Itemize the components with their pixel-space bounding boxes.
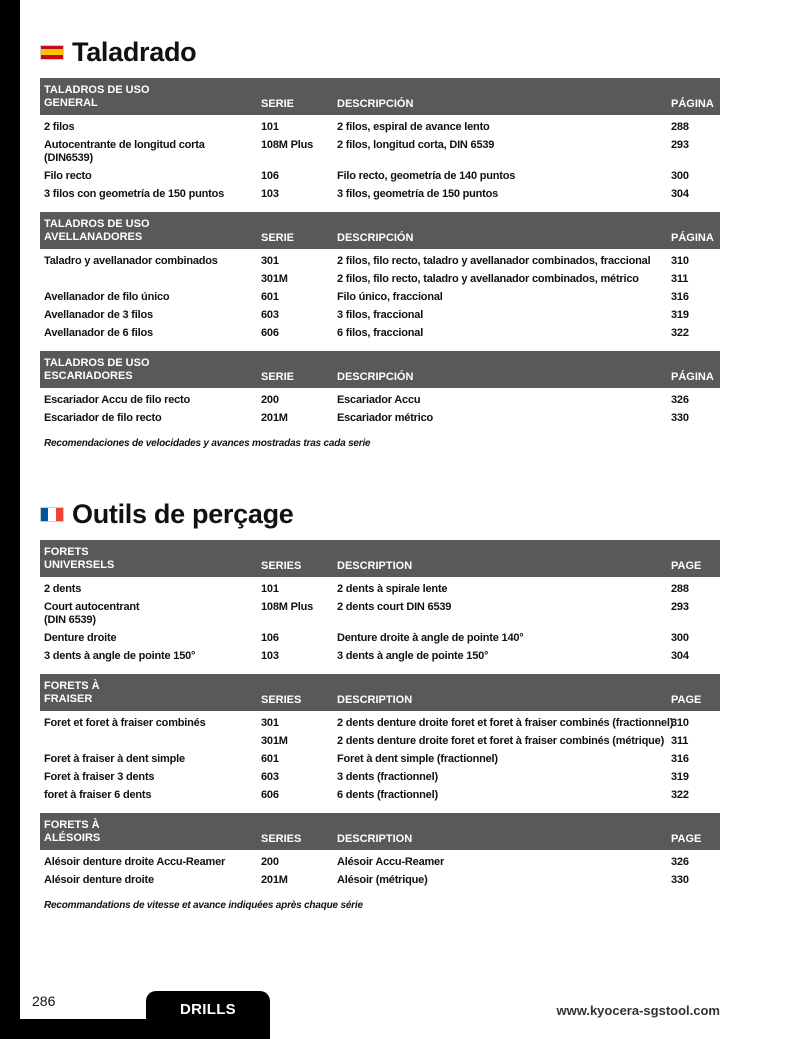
table-cell: 606 (261, 327, 279, 339)
table-cell: Escariador de filo recto (44, 412, 162, 424)
table (40, 674, 720, 811)
section-spanish (40, 36, 720, 449)
table-cell: 319 (671, 771, 689, 783)
column-header: FORETS UNIVERSELS (44, 546, 115, 571)
column-header: TALADROS DE USO AVELLANADORES (44, 218, 150, 243)
table-cell: 300 (671, 632, 689, 644)
table-cell: 310 (671, 717, 689, 729)
tables-container (40, 540, 720, 896)
table-cell: Filo único, fraccional (337, 291, 443, 303)
table-row (40, 309, 720, 322)
column-header: DESCRIPCIÓN (337, 371, 414, 383)
table-cell: 3 dents (fractionnel) (337, 771, 438, 783)
table-cell: 2 dents denture droite foret et foret à fraiser combinés (métrique) (337, 735, 665, 747)
column-header: SERIES (261, 694, 302, 706)
table-cell: 293 (671, 601, 689, 613)
table-cell: Alésoir denture droite (44, 874, 154, 886)
table-cell: 2 filos, filo recto, taladro y avellanador combinados, métrico (337, 273, 639, 285)
column-header: PÁGINA (671, 232, 714, 244)
table-cell: Avellanador de 3 filos (44, 309, 153, 321)
table-header (40, 674, 720, 711)
table-cell (44, 735, 261, 748)
column-header: DESCRIPTION (337, 694, 413, 706)
section-note: Recommandations de vitesse et avance indiquées après chaque série (44, 900, 363, 911)
column-header: PAGE (671, 560, 702, 572)
table-row (40, 789, 720, 802)
table-cell: 2 filos, longitud corta, DIN 6539 (337, 139, 495, 151)
table-row (40, 412, 720, 425)
table-row (40, 188, 720, 201)
column-header: SERIE (261, 98, 295, 110)
table-cell: 2 filos, filo recto, taladro y avellanador combinados, fraccional (337, 255, 651, 267)
table-header (40, 540, 720, 577)
table-cell: 319 (671, 309, 689, 321)
column-header: FORETS À ALÉSOIRS (44, 819, 101, 844)
table-cell: 310 (671, 255, 689, 267)
column-header: PÁGINA (671, 371, 714, 383)
table-cell: 6 dents (fractionnel) (337, 789, 438, 801)
section-title-row (40, 36, 720, 68)
table-cell: 603 (261, 309, 279, 321)
table-cell: Escariador métrico (337, 412, 434, 424)
page-number: 286 (32, 993, 56, 1009)
column-header: DESCRIPTION (337, 833, 413, 845)
section-french (40, 498, 720, 911)
section-title-row (40, 498, 720, 530)
table-cell: 330 (671, 412, 689, 424)
column-header: DESCRIPTION (337, 560, 413, 572)
france-flag-icon (40, 507, 64, 522)
table-cell: 311 (671, 273, 689, 285)
table-row (40, 717, 720, 730)
column-header: FORETS À FRAISER (44, 680, 100, 705)
table-cell: Filo recto, geometría de 140 puntos (337, 170, 516, 182)
table-row (40, 327, 720, 340)
column-header: PAGE (671, 694, 702, 706)
tables-container (40, 78, 720, 434)
table-cell: 106 (261, 632, 279, 644)
table-row (40, 139, 720, 165)
table-cell: 2 dents (44, 583, 82, 595)
table-cell: 301 (261, 255, 279, 267)
table-cell: 101 (261, 583, 279, 595)
table-cell: 606 (261, 789, 279, 801)
table-row (40, 121, 720, 134)
table-header (40, 212, 720, 249)
table-cell: 103 (261, 188, 279, 200)
table-cell: 2 dents court DIN 6539 (337, 601, 452, 613)
table-row (40, 273, 720, 286)
table-cell: foret à fraiser 6 dents (44, 789, 152, 801)
table-cell: 322 (671, 327, 689, 339)
footer-url: www.kyocera-sgstool.com (556, 1003, 720, 1018)
table-cell: 3 dents à angle de pointe 150° (337, 650, 489, 662)
table-cell: 200 (261, 856, 279, 868)
table-row (40, 771, 720, 784)
column-header: DESCRIPCIÓN (337, 232, 414, 244)
table-cell: Foret à fraiser à dent simple (44, 753, 185, 765)
table-cell: 2 filos (44, 121, 75, 133)
table-row (40, 735, 720, 748)
table-row (40, 601, 720, 627)
table-header (40, 78, 720, 115)
table-cell: 304 (671, 650, 689, 662)
table-cell: 3 dents à angle de pointe 150° (44, 650, 196, 662)
table-cell: Avellanador de filo único (44, 291, 170, 303)
table-cell: 326 (671, 856, 689, 868)
table-cell: Autocentrante de longitud corta (DIN6539) (44, 139, 205, 164)
table-cell: Alésoir Accu-Reamer (337, 856, 445, 868)
table-cell: 3 filos, fraccional (337, 309, 424, 321)
table-cell: Denture droite à angle de pointe 140° (337, 632, 524, 644)
table-cell: 293 (671, 139, 689, 151)
table-cell: 2 filos, espiral de avance lento (337, 121, 490, 133)
table-cell: Foret et foret à fraiser combinés (44, 717, 206, 729)
table-row (40, 650, 720, 663)
table-cell: Filo recto (44, 170, 92, 182)
table-cell: Alésoir (métrique) (337, 874, 428, 886)
column-header: SERIES (261, 833, 302, 845)
table-cell: 106 (261, 170, 279, 182)
table-cell: 301 (261, 717, 279, 729)
table-cell: Taladro y avellanador combinados (44, 255, 218, 267)
table-cell: 603 (261, 771, 279, 783)
table-cell: 2 dents à spirale lente (337, 583, 448, 595)
table-cell: 200 (261, 394, 279, 406)
table-cell: 316 (671, 753, 689, 765)
table-cell: 103 (261, 650, 279, 662)
column-header: PAGE (671, 833, 702, 845)
table-row (40, 394, 720, 407)
table-cell: 326 (671, 394, 689, 406)
section-title: Outils de perçage (72, 498, 294, 529)
table-cell: 108M Plus (261, 139, 314, 151)
table (40, 813, 720, 896)
table-row (40, 170, 720, 183)
column-header: TALADROS DE USO ESCARIADORES (44, 357, 150, 382)
table-cell (44, 273, 261, 286)
table-cell: 601 (261, 753, 279, 765)
table-cell: Escariador Accu (337, 394, 421, 406)
column-header: DESCRIPCIÓN (337, 98, 414, 110)
table-cell: 300 (671, 170, 689, 182)
left-edge-bar (0, 0, 20, 1039)
table-cell: 301M (261, 273, 288, 285)
table-cell: Escariador Accu de filo recto (44, 394, 191, 406)
table-row (40, 255, 720, 268)
section-title: Taladrado (72, 36, 197, 67)
table-cell: 101 (261, 121, 279, 133)
table-cell: 288 (671, 121, 689, 133)
table-cell: 201M (261, 412, 288, 424)
table (40, 351, 720, 434)
column-header: SERIE (261, 371, 295, 383)
table-cell: 201M (261, 874, 288, 886)
table-row (40, 632, 720, 645)
section-note: Recomendaciones de velocidades y avances mostradas tras cada serie (44, 438, 371, 449)
table-cell: Denture droite (44, 632, 117, 644)
table-cell: 3 filos, geometría de 150 puntos (337, 188, 499, 200)
column-header: TALADROS DE USO GENERAL (44, 84, 150, 109)
table-header (40, 351, 720, 388)
table (40, 78, 720, 210)
table (40, 212, 720, 349)
table-cell: Foret à dent simple (fractionnel) (337, 753, 498, 765)
table-cell: 2 dents denture droite foret et foret à fraiser combinés (fractionnel) (337, 717, 674, 729)
table-cell: 322 (671, 789, 689, 801)
table-cell: Avellanador de 6 filos (44, 327, 153, 339)
table-cell: 301M (261, 735, 288, 747)
table-cell: 330 (671, 874, 689, 886)
column-header: SERIE (261, 232, 295, 244)
column-header: SERIES (261, 560, 302, 572)
spain-flag-icon (40, 45, 64, 60)
column-header: PÁGINA (671, 98, 714, 110)
table-cell: Court autocentrant (DIN 6539) (44, 601, 140, 626)
table-cell: 601 (261, 291, 279, 303)
table-cell: 316 (671, 291, 689, 303)
table-cell: Alésoir denture droite Accu-Reamer (44, 856, 226, 868)
table-row (40, 753, 720, 766)
table-cell: 288 (671, 583, 689, 595)
table-cell: 3 filos con geometría de 150 puntos (44, 188, 225, 200)
table-cell: 108M Plus (261, 601, 314, 613)
table-cell: 6 filos, fraccional (337, 327, 424, 339)
table-row (40, 874, 720, 887)
table-row (40, 583, 720, 596)
table-header (40, 813, 720, 850)
footer-tab-drills: DRILLS (146, 991, 270, 1039)
table-cell: Foret à fraiser 3 dents (44, 771, 155, 783)
table-row (40, 856, 720, 869)
table (40, 540, 720, 672)
table-cell: 304 (671, 188, 689, 200)
table-row (40, 291, 720, 304)
table-cell: 311 (671, 735, 689, 747)
